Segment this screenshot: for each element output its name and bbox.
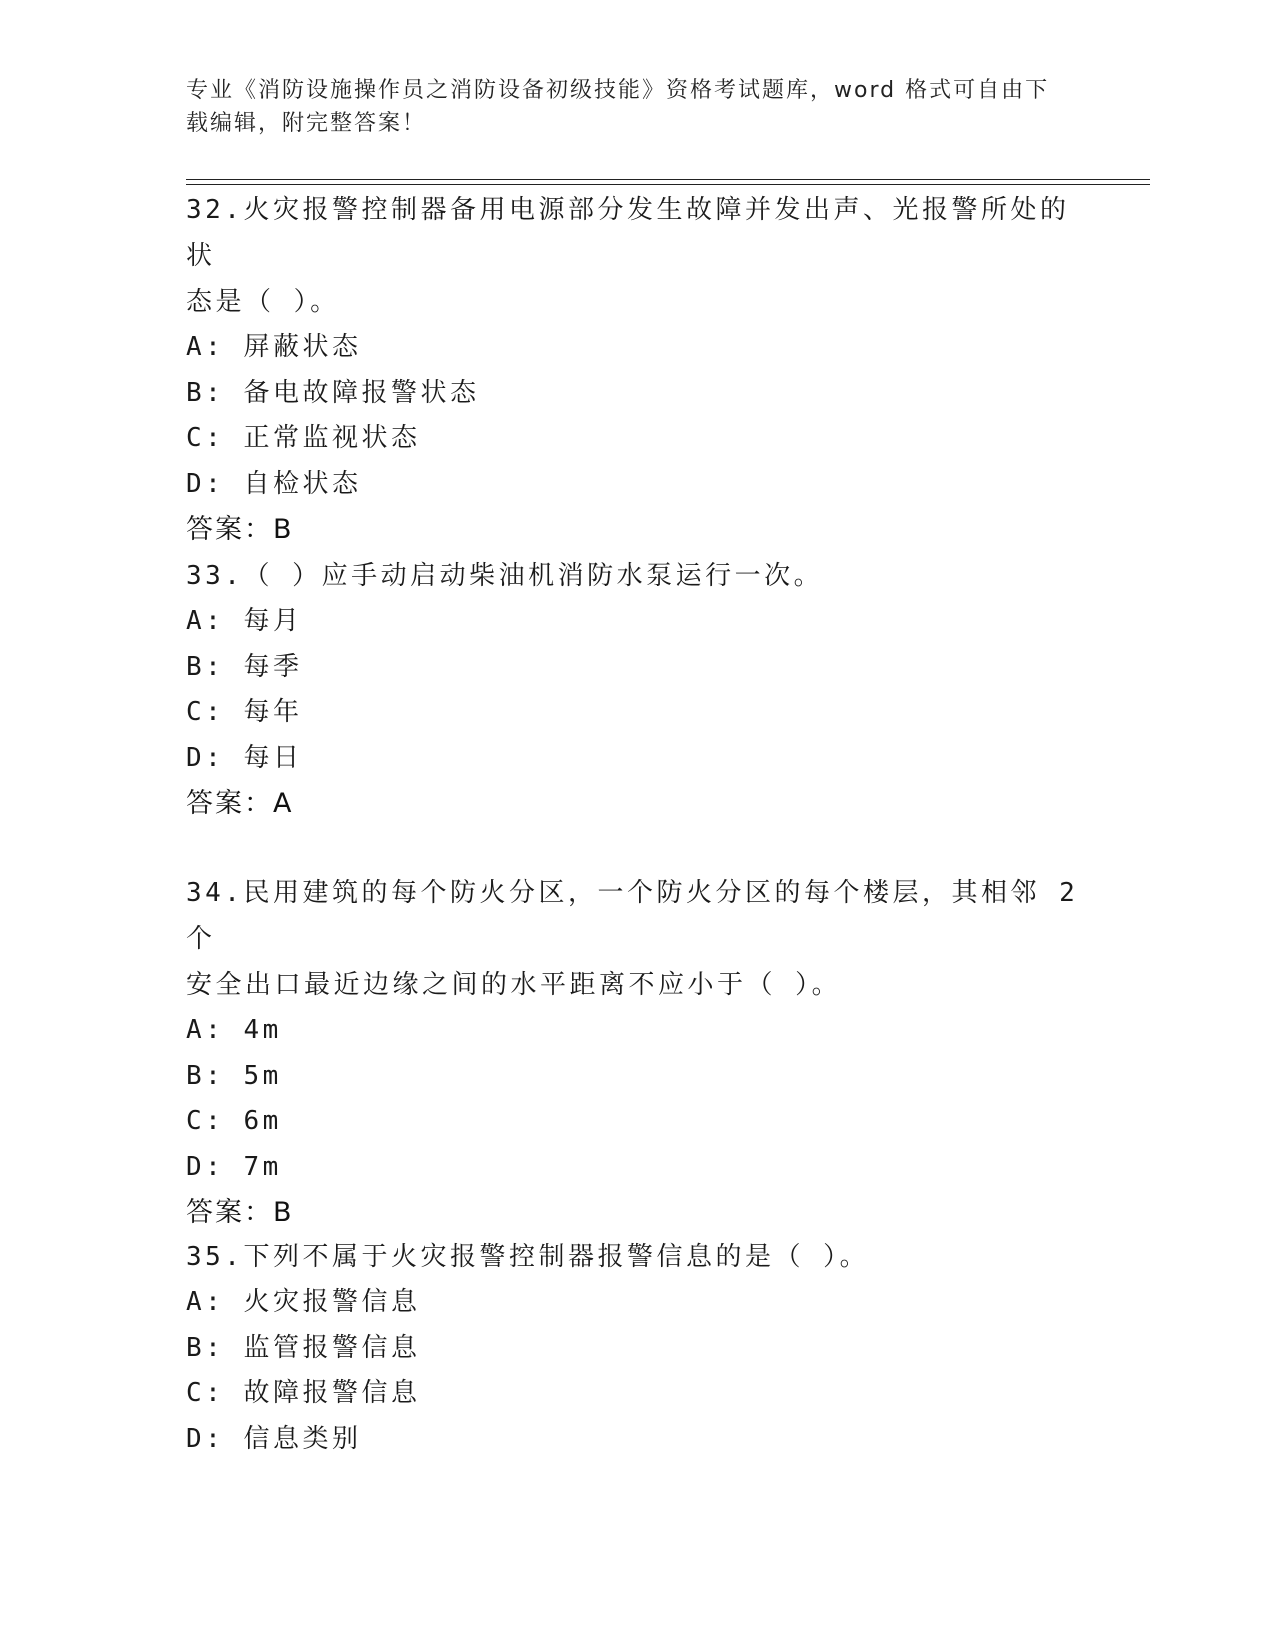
option-a: A: 火灾报警信息 [186,1287,421,1317]
header-line-2: 载编辑，附完整答案！ [186,111,427,136]
option-d: D: 自检状态 [186,468,362,499]
question-stem-line: 安全出口最近边缘之间的水平距离不应小于（ ）。 [186,970,842,1000]
question-33 [186,553,1086,826]
option-d: D: 每日 [186,742,303,773]
option-a: A: 4m [186,1015,282,1045]
question-35 [186,1234,1086,1462]
question-34 [186,870,1086,1235]
option-a: A: 每月 [186,606,303,636]
option-c: C: 正常监视状态 [186,423,421,453]
option-c: C: 6m [186,1106,282,1136]
option-c: C: 每年 [186,697,303,727]
header-divider-bottom [186,184,1150,185]
question-stem-line: 态是（ ）。 [186,287,340,317]
answer: 答案：A [186,788,294,819]
answer: 答案：B [186,514,294,545]
question-stem-line: 34.民用建筑的每个防火分区，一个防火分区的每个楼层，其相邻 2 个 [186,878,1079,954]
option-c: C: 故障报警信息 [186,1378,421,1408]
question-stem-line: 33.（ ）应手动启动柴油机消防水泵运行一次。 [186,561,824,591]
option-d: D: 信息类别 [186,1423,362,1454]
option-a: A: 屏蔽状态 [186,332,362,362]
header-line-1: 专业《消防设施操作员之消防设备初级技能》资格考试题库，word 格式可自由下 [186,78,1050,103]
document-header [186,74,1066,140]
question-stem-line: 35.下列不属于火灾报警控制器报警信息的是（ ）。 [186,1242,870,1272]
option-d: D: 7m [186,1151,282,1182]
question-stem-line: 32.火灾报警控制器备用电源部分发生故障并发出声、光报警所处的状 [186,195,1070,271]
header-divider-top [186,179,1150,180]
option-b: B: 每季 [186,651,303,682]
option-b: B: 监管报警信息 [186,1332,421,1363]
option-b: B: 5m [186,1060,282,1091]
option-b: B: 备电故障报警状态 [186,377,480,408]
question-32 [186,187,1086,552]
answer: 答案：B [186,1197,294,1228]
